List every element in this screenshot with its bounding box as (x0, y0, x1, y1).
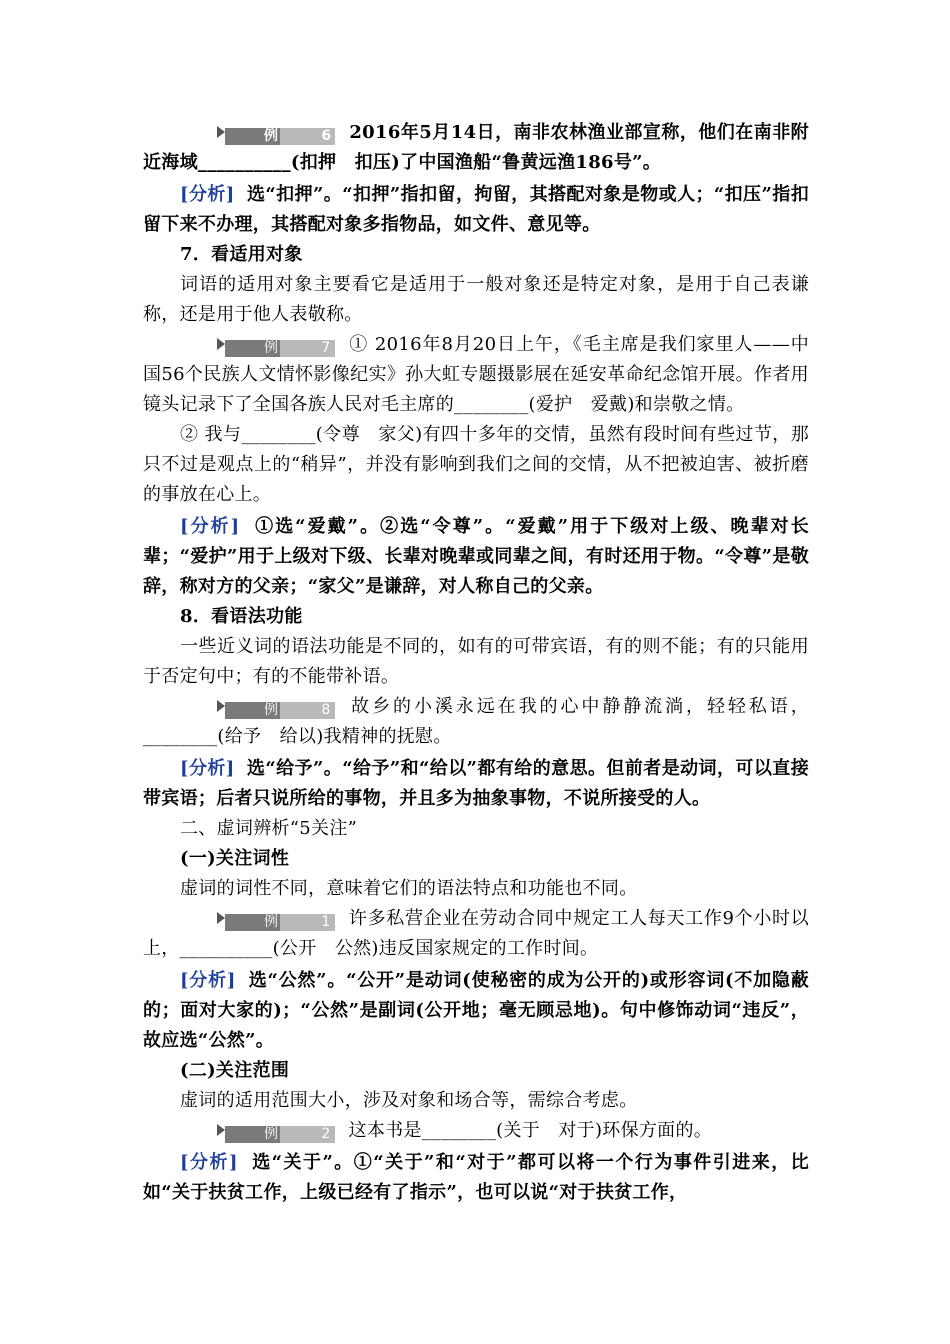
arrow-icon (217, 700, 225, 712)
analysis-text: 选“公然”。“公开”是动词(使秘密的成为公开的)或形容词(不加隐蔽的；面对大家的)；“公然”是副词(公开地；毫无顾忌地)。句中修饰动词“违反”，故应选“公然”。 (143, 970, 809, 1051)
sub-1-heading: (一)关注词性 (180, 848, 290, 869)
example-7-part-2: ② 我与________(令尊 家父)有四十多年的交情，虽然有段时间有些过节，那只不过是观点上的“稍异”，并没有影响到我们之间的交情，从不把被迫害、被折磨的事放在心上。 (143, 424, 809, 505)
analysis-8 (143, 754, 809, 814)
arrow-icon (217, 126, 225, 138)
example-marker: 例 1 (180, 906, 335, 923)
analysis-7 (143, 512, 809, 602)
arrow-icon (217, 338, 225, 350)
analysis-2 (143, 1148, 809, 1208)
example-text: 许多私营企业在劳动合同中规定工人每天工作9个小时以上，__________(公开 公然)违反国家规定的工作时间。 (143, 908, 809, 959)
arrow-icon (217, 1124, 225, 1136)
analysis-text: 选“给予”。“给予”和“给以”都有给的意思。但前者是动词，可以直接带宾语；后者只说所给的事物，并且多为抽象事物，不说所接受的人。 (143, 758, 809, 809)
sub-1-text: 虚词的词性不同，意味着它们的语法特点和功能也不同。 (180, 878, 638, 899)
arrow-icon (217, 912, 225, 924)
analysis-label: [分析] (180, 970, 236, 991)
section-8-text: 一些近义词的语法功能是不同的，如有的可带宾语，有的则不能；有的只能用于否定句中；有的不能带补语。 (143, 636, 809, 687)
example-marker: 例 7 (180, 332, 335, 349)
part-2-heading: 二、虚词辨析“5关注” (180, 818, 358, 839)
analysis-label: [分析] (180, 184, 235, 205)
example-marker: 例 6 (180, 120, 335, 137)
example-text: 故乡的小溪永远在我的心中静静流淌，轻轻私语，________(给予 给以)我精神的抚慰。 (143, 696, 809, 747)
sub-2-heading: (二)关注范围 (180, 1060, 290, 1081)
example-text: 2016年5月14日，南非农林渔业部宣称，他们在南非附近海域__________(扣押 扣压)了中国渔船“鲁黄远渔186号”。 (143, 122, 809, 173)
example-8 (143, 692, 809, 752)
example-text: ① 2016年8月20日上午，《毛主席是我们家里人——中国56个民族人文情怀影像纪实》孙大虹专题摄影展在延安革命纪念馆开展。作者用镜头记录下了全国各族人民对毛主席的________(爱护 爱戴)和崇敬之情。 (143, 334, 809, 415)
example-marker: 例 2 (180, 1118, 335, 1135)
analysis-label: [分析] (180, 758, 235, 779)
example-6 (143, 118, 809, 178)
section-7-heading: 7．看适用对象 (180, 244, 303, 265)
analysis-label: [分析] (180, 1152, 238, 1173)
section-8-heading: 8．看语法功能 (180, 606, 303, 627)
example-1 (143, 904, 809, 964)
section-7-text: 词语的适用对象主要看它是适用于一般对象还是特定对象，是用于自己表谦称，还是用于他人表敬称。 (143, 274, 809, 325)
analysis-label: [分析] (180, 516, 240, 537)
document-page (143, 118, 809, 1208)
example-2 (143, 1116, 809, 1146)
example-7-part-1 (143, 330, 809, 420)
analysis-1 (143, 966, 809, 1056)
analysis-6 (143, 180, 809, 240)
analysis-text: 选“关于”。①“关于”和“对于”都可以将一个行为事件引进来，比如“关于扶贫工作，上级已经有了指示”，也可以说“对于扶贫工作， (143, 1152, 810, 1203)
example-text: 这本书是________(关于 对于)环保方面的。 (348, 1120, 713, 1141)
analysis-text: 选“扣押”。“扣押”指扣留，拘留，其搭配对象是物或人；“扣压”指扣留下来不办理，其搭配对象多指物品，如文件、意见等。 (143, 184, 809, 235)
sub-2-text: 虚词的适用范围大小，涉及对象和场合等，需综合考虑。 (180, 1090, 638, 1111)
example-marker: 例 8 (180, 694, 335, 711)
analysis-text: ①选“爱戴”。②选“令尊”。“爱戴”用于下级对上级、晚辈对长辈；“爱护”用于上级对下级、长辈对晚辈或同辈之间，有时还用于物。“令尊”是敬辞，称对方的父亲；“家父”是谦辞，对人称自己的父亲。 (143, 516, 810, 597)
